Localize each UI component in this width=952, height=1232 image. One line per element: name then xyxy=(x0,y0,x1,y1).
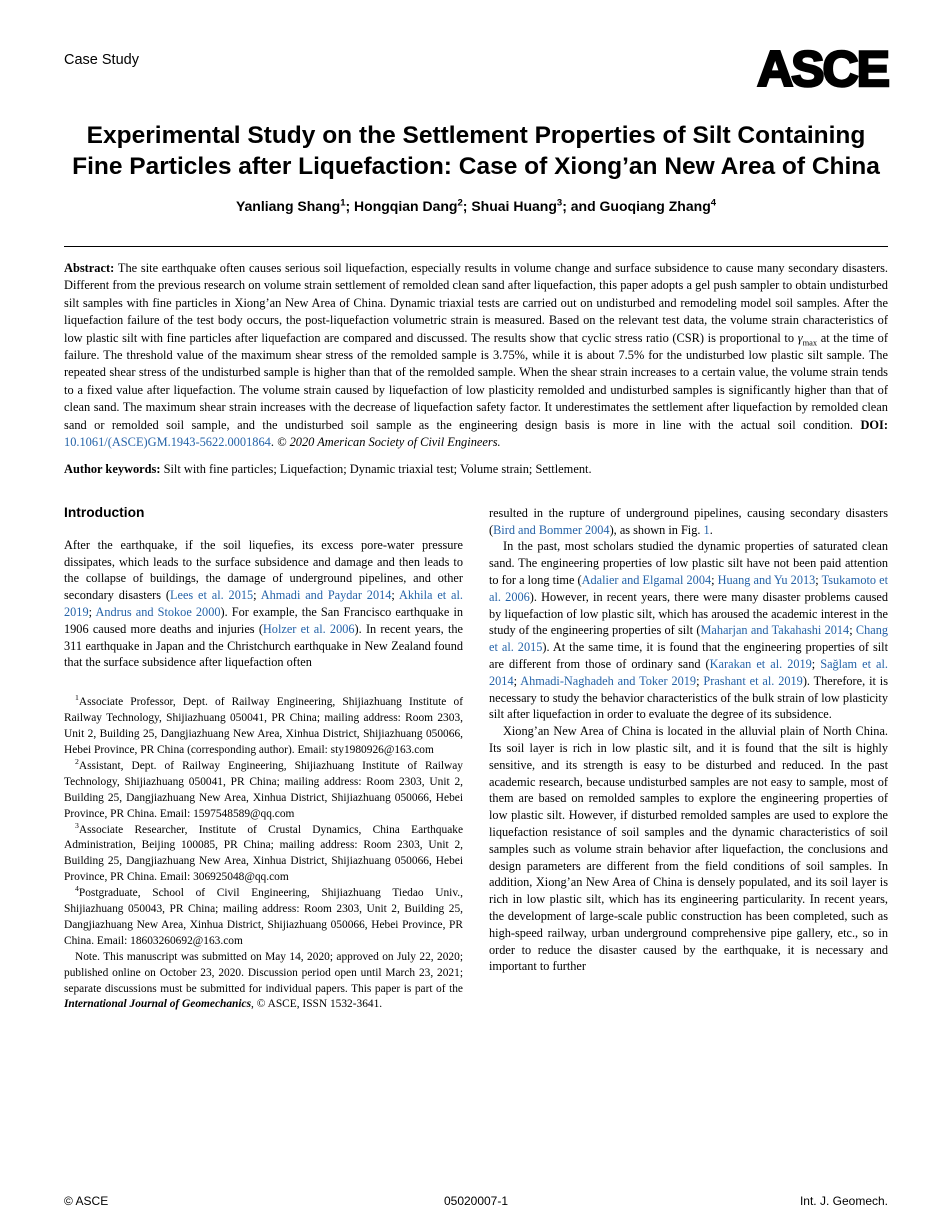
footer-journal-abbrev: Int. J. Geomech. xyxy=(799,1194,889,1208)
citation-link[interactable]: Ahmadi and Paydar 2014 xyxy=(260,588,392,603)
citation-link[interactable]: Holzer et al. 2006 xyxy=(262,621,355,636)
section-heading-introduction: Introduction xyxy=(64,504,145,520)
title-divider xyxy=(64,246,888,247)
paper-title: Experimental Study on the Settlement Properties of Silt Containing Fine Particles after Liquefaction: Case of Xiong’an New Area of China xyxy=(72,122,880,180)
citation-link[interactable]: 10.1061/(ASCE)GM.1943-5622.0001864 xyxy=(64,435,271,450)
footer-page-number: 05020007-1 xyxy=(443,1194,509,1208)
citation-link[interactable]: Prashant et al. 2019 xyxy=(703,673,803,688)
page-footer xyxy=(64,1194,888,1208)
author-footnotes xyxy=(64,695,463,1013)
citation-link[interactable]: Maharjan and Takahashi 2014 xyxy=(700,623,850,638)
intro-paragraph-1: After the earthquake, if the soil liquefies, its excess pore-water pressure dissipates, which leads to the surface subsidence and damage and then leads to the collapse of buildings, the damage of underground pipelines, and other secondary disasters (Lees et al. 2015; Ahmadi and Paydar 2014; Akhila et al. 2019; Andrus and Stokoe 2000). For example, the San Francisco earthquake in 1906 caused more deaths and injuries (Holzer et al. 2006). In recent years, the 311 earthquake in Japan and the Christchurch earthquake in New Zealand found that the surface subsidence after liquefaction often xyxy=(64,537,464,670)
citation-link[interactable]: Lees et al. 2015 xyxy=(169,588,254,603)
author-keywords-line: Author keywords: Silt with fine particles; Liquefaction; Dynamic triaxial test; Volume strain; Settlement. xyxy=(64,462,592,477)
article-category-label: Case Study xyxy=(64,52,139,68)
intro-paragraph-3: In the past, most scholars studied the dynamic properties of saturated clean sand. The engineering properties of low plastic silt have not been paid attention to for a long time (Adalier and Elgamal 2004; Huang and Yu 2013; Tsukamoto et al. 2006). However, in recent years, there were many disaster problems caused by liquefaction of low plastic silt, which has aroused the academic interest in the study of the engineering properties of silt (Maharjan and Takahashi 2014; Chang et al. 2015). At the same time, it is found that the engineering properties of silt are different from those of ordinary sand (Karakan et al. 2019; Sağlam et al. 2014; Ahmadi-Naghadeh and Toker 2019; Prashant et al. 2019). Therefore, it is necessary to study the behavior characteristics of the bulk strain of low plasticity silt after liquefaction in order to evaluate the degree of its subsidence. xyxy=(489,539,889,722)
citation-link[interactable]: Andrus and Stokoe 2000 xyxy=(95,605,221,620)
citation-link[interactable]: Akhila et al. 2019 xyxy=(64,588,463,620)
citation-link[interactable]: 1 xyxy=(703,522,710,537)
citation-link[interactable]: Huang and Yu 2013 xyxy=(717,573,816,588)
footer-copyright: © ASCE xyxy=(64,1194,109,1208)
citation-link[interactable]: Tsukamoto et al. 2006 xyxy=(489,573,889,604)
intro-paragraph-4: Xiong’an New Area of China is located in the alluvial plain of North China. Its soil layer is rich in low plastic silt, and it is found that the silt is highly sensitive, and its strength is easy to be disturbed and reduced. In the past academic research, because undisturbed samples are not easy to sample, most of them are based on remolded samples to explore the engineering properties of low plastic silt. However, if disturbed remolded samples are used to explore the liquefaction resistance of soil samples and the dynamic characteristics of soil samples such as volume strain behavior after liquefaction, the conclusions and design parameters are different from the field conditions of soil samples. In addition, Xiong’an New Area of China is densely populated, and its soil layer is rich in low plastic silt, which has its engineering particularity. In recent years, the development of large-scale public construction has been completed, such as high-speed railway, urban underground comprehensive pipe gallery, etc., so in order to reduce the disaster caused by the earthquake, it is necessary and important to further xyxy=(489,724,888,974)
footnote-1: $^1$Associate Professor, Dept. of Railway Engineering, Shijiazhuang Institute of Railway Technology, Shijiazhuang 050041, PR China; mailing address: Room 2303, Unit 2, Building 25, Dangjiazhuang New Area, Xinhua District, Shijiazhuang 050066, Hebei Province, PR China (corresponding author). Email: sty1980926@163.com xyxy=(64,693,463,756)
left-column xyxy=(64,505,463,1014)
citation-link[interactable]: Adalier and Elgamal 2004 xyxy=(581,573,712,588)
right-column xyxy=(489,505,888,1014)
citation-link[interactable]: Ahmadi-Naghadeh and Toker 2019 xyxy=(520,673,697,688)
authors-line: Yanliang Shang$^1$; Hongqian Dang$^2$; Shuai Huang$^3$; and Guoqiang Zhang$^4$ xyxy=(235,197,717,214)
page-header xyxy=(64,41,888,98)
citation-link[interactable]: Sağlam et al. 2014 xyxy=(489,657,888,688)
footnote-3: $^3$Associate Researcher, Institute of Crustal Dynamics, China Earthquake Administration, Beijing 100085, PR China; mailing address: Room 2303, Unit 2, Building 25, Dangjiazhuang New Area, Xinhua District, Shijiazhuang 050066, Hebei Province, PR China. Email: 306925048@qq.com xyxy=(64,820,463,884)
abstract-paragraph: Abstract: The site earthquake often causes serious soil liquefaction, especially results in volume change and surface subsidence to cause many secondary disasters. Different from the previous research on volume strain settlement of remolded clean sand after liquefaction, this paper adopts a gel push sampler to obtain undisturbed silt samples with fine particles in Xiong’an New Area of China. Dynamic triaxial tests are carried out on undisturbed and remodeling model soil samples. After the liquefaction failure of the test body occurs, the post-liquefaction volumetric strain is measured. Based on the relevant test data, the volume strain characteristics of low plastic silt with fine particles after liquefaction are compared and discussed. The results show that cyclic stress ratio (CSR) is proportional to $\gamma_{max}$ at the time of failure. The threshold value of the maximum shear stress of the remolded sample is 3.75%, while it is about 7.5% for the undisturbed low plastic silt sample. The repeated shear stress of the undisturbed sample is higher than that of the remolded sample. When the shear strain increases to a certain value, the volume strain tends to a fixed value after liquefaction. The volume strain caused by liquefaction of low plasticity remolded and undisturbed samples is significantly higher than that of clean sand. The maximum shear strain increases with the decrease of liquefaction safety factor. It underestimates the settlement after liquefaction by remolded clean sand or remolded soil sample, and the undisturbed soil sample as the engineering design basis is more in line with the actual soil condition. DOI: 10.1061/(ASCE)GM.1943-5622.0001864. © 2020 American Society of Civil Engineers. xyxy=(64,261,888,450)
asce-logo: ASCE xyxy=(757,41,888,97)
citation-link[interactable]: Bird and Bommer 2004 xyxy=(493,522,610,537)
two-column-body xyxy=(64,505,888,1014)
citation-link[interactable]: Chang et al. 2015 xyxy=(489,623,888,655)
citation-link[interactable]: Karakan et al. 2019 xyxy=(709,657,812,672)
footnote-2: $^2$Assistant, Dept. of Railway Engineering, Shijiazhuang Institute of Railway Technology, Shijiazhuang 050041, PR China; mailing address: Room 2303, Unit 2, Building 25, Dangjiazhuang New Area, Xinhua District, Shijiazhuang 050066, Hebei Province, PR China. Email: 1597548589@qq.com xyxy=(64,757,463,820)
intro-paragraph-2: resulted in the rupture of underground pipelines, causing secondary disasters (Bird and Bommer 2004), as shown in Fig. 1. xyxy=(489,505,888,537)
manuscript-note: Note. This manuscript was submitted on May 14, 2020; approved on July 22, 2020; published online on October 23, 2020. Discussion period open until March 23, 2021; separate discussions must be submitted for individual papers. This paper is part of the International Journal of Geomechanics, © ASCE, ISSN 1532-3641. xyxy=(64,950,463,1011)
footnote-4: $^4$Postgraduate, School of Civil Engineering, Shijiazhuang Tiedao Univ., Shijiazhuang 050043, PR China; mailing address: Room 2303, Unit 2, Building 25, Dangjiazhuang New Area, Xinhua District, Shijiazhuang 050066, Hebei Province, PR China. Email: 18603260692@163.com xyxy=(64,884,463,947)
